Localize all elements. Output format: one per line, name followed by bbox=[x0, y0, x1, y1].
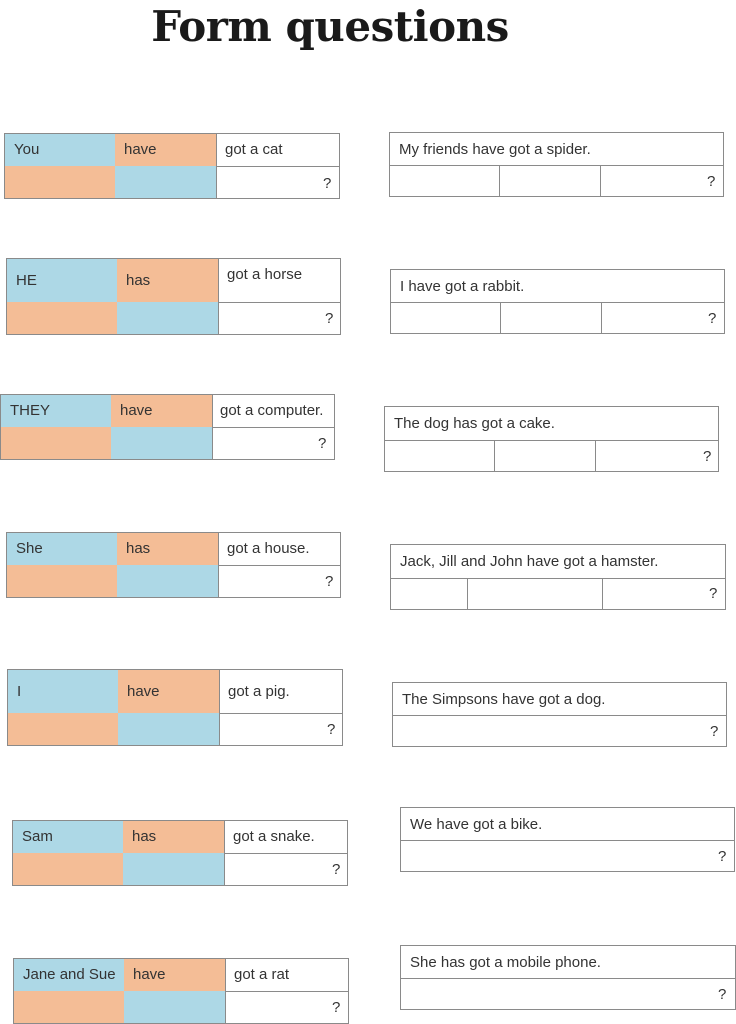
page-title: Form questions bbox=[151, 2, 509, 51]
left-table-2 bbox=[6, 258, 341, 335]
answer-slot[interactable] bbox=[393, 716, 726, 746]
answer-rest-slot[interactable] bbox=[218, 302, 340, 334]
left-table-6 bbox=[12, 820, 348, 886]
verb-cell: has bbox=[117, 533, 218, 565]
answer-aux-slot[interactable] bbox=[1, 427, 111, 459]
sentence: The dog has got a cake. bbox=[394, 415, 555, 432]
answer-slot-3[interactable] bbox=[602, 303, 724, 333]
divider bbox=[224, 853, 347, 854]
right-table-4 bbox=[390, 544, 726, 610]
subject-cell: She bbox=[7, 533, 117, 565]
question-mark: ? bbox=[718, 986, 727, 1003]
question-mark: ? bbox=[318, 435, 327, 452]
divider bbox=[219, 713, 342, 714]
question-mark: ? bbox=[710, 723, 719, 740]
rest-cell: got a snake. bbox=[233, 828, 315, 845]
subject-cell: I bbox=[8, 670, 118, 713]
answer-rest-slot[interactable] bbox=[224, 853, 347, 885]
right-table-5 bbox=[392, 682, 727, 747]
answer-slot-2[interactable] bbox=[468, 579, 602, 609]
answer-slot-1[interactable] bbox=[390, 166, 499, 196]
sentence: The Simpsons have got a dog. bbox=[402, 691, 606, 708]
answer-subject-slot[interactable] bbox=[124, 991, 225, 1023]
answer-slot-3[interactable] bbox=[603, 579, 725, 609]
subject-cell: HE bbox=[7, 259, 117, 302]
rest-cell: got a cat bbox=[225, 141, 283, 158]
answer-aux-slot[interactable] bbox=[8, 713, 118, 745]
left-table-1 bbox=[4, 133, 340, 199]
sentence: Jack, Jill and John have got a hamster. bbox=[400, 553, 659, 570]
verb-cell: have bbox=[118, 670, 219, 713]
right-table-6 bbox=[400, 807, 735, 872]
answer-slot-2[interactable] bbox=[500, 166, 600, 196]
divider bbox=[218, 565, 340, 566]
subject-cell: You bbox=[5, 134, 115, 166]
verb-cell: have bbox=[115, 134, 216, 166]
verb-cell: have bbox=[124, 959, 225, 991]
rest-cell: got a computer. bbox=[220, 402, 324, 419]
answer-slot-2[interactable] bbox=[501, 303, 601, 333]
sentence: I have got a rabbit. bbox=[400, 278, 525, 295]
question-mark: ? bbox=[325, 573, 334, 590]
verb-cell: has bbox=[123, 821, 224, 853]
answer-rest-slot[interactable] bbox=[212, 427, 334, 459]
answer-slot[interactable] bbox=[401, 979, 735, 1009]
divider bbox=[212, 427, 334, 428]
answer-aux-slot[interactable] bbox=[14, 991, 124, 1023]
answer-slot-3[interactable] bbox=[601, 166, 723, 196]
verb-cell: have bbox=[111, 395, 212, 427]
answer-rest-slot[interactable] bbox=[225, 991, 348, 1023]
sentence: We have got a bike. bbox=[410, 816, 543, 833]
right-table-1 bbox=[389, 132, 724, 197]
divider bbox=[218, 259, 219, 334]
left-table-7 bbox=[13, 958, 349, 1024]
question-mark: ? bbox=[325, 310, 334, 327]
divider bbox=[216, 166, 339, 167]
rest-cell: got a house. bbox=[227, 540, 310, 557]
left-table-5 bbox=[7, 669, 343, 746]
answer-aux-slot[interactable] bbox=[7, 302, 117, 334]
sentence: She has got a mobile phone. bbox=[410, 954, 601, 971]
answer-slot-1[interactable] bbox=[385, 441, 494, 471]
answer-aux-slot[interactable] bbox=[5, 166, 115, 198]
subject-cell: Sam bbox=[13, 821, 123, 853]
verb-cell: has bbox=[117, 259, 218, 302]
answer-subject-slot[interactable] bbox=[118, 713, 219, 745]
question-mark: ? bbox=[323, 175, 332, 192]
answer-slot-2[interactable] bbox=[495, 441, 595, 471]
answer-aux-slot[interactable] bbox=[7, 565, 117, 597]
answer-aux-slot[interactable] bbox=[13, 853, 123, 885]
question-mark: ? bbox=[707, 173, 716, 190]
left-table-3 bbox=[0, 394, 335, 460]
divider bbox=[219, 670, 220, 745]
question-mark: ? bbox=[718, 848, 727, 865]
rest-cell: got a rat bbox=[234, 966, 290, 983]
answer-subject-slot[interactable] bbox=[117, 565, 218, 597]
rest-cell: got a pig. bbox=[228, 683, 290, 700]
right-table-7 bbox=[400, 945, 736, 1010]
answer-rest-slot[interactable] bbox=[218, 565, 340, 597]
question-mark: ? bbox=[709, 585, 718, 602]
divider bbox=[225, 991, 348, 992]
answer-subject-slot[interactable] bbox=[123, 853, 224, 885]
subject-cell: Jane and Sue bbox=[14, 959, 124, 991]
answer-slot[interactable] bbox=[401, 841, 734, 871]
right-table-3 bbox=[384, 406, 719, 472]
answer-slot-1[interactable] bbox=[391, 579, 467, 609]
divider bbox=[218, 302, 340, 303]
answer-slot-3[interactable] bbox=[596, 441, 718, 471]
question-mark: ? bbox=[708, 310, 717, 327]
subject-cell: THEY bbox=[1, 395, 111, 427]
answer-subject-slot[interactable] bbox=[117, 302, 218, 334]
answer-slot-1[interactable] bbox=[391, 303, 500, 333]
right-table-2 bbox=[390, 269, 725, 334]
rest-cell: got a horse bbox=[227, 266, 303, 283]
left-table-4 bbox=[6, 532, 341, 598]
answer-subject-slot[interactable] bbox=[111, 427, 212, 459]
question-mark: ? bbox=[332, 999, 341, 1016]
answer-rest-slot[interactable] bbox=[216, 166, 339, 198]
sentence: My friends have got a spider. bbox=[399, 141, 591, 158]
answer-subject-slot[interactable] bbox=[115, 166, 216, 198]
question-mark: ? bbox=[327, 721, 336, 738]
question-mark: ? bbox=[703, 448, 712, 465]
question-mark: ? bbox=[332, 861, 341, 878]
answer-rest-slot[interactable] bbox=[219, 713, 342, 745]
